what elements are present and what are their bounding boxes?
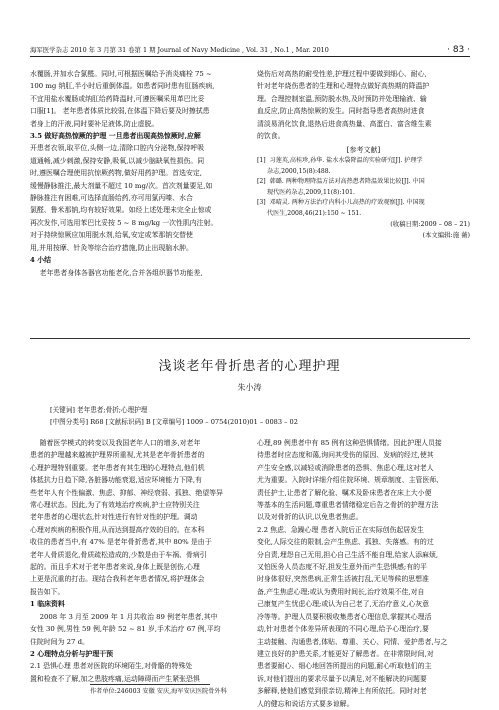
- reference-continuation: 现代医药杂志,2009,11(8):101.: [267, 188, 355, 196]
- classification: [中图分类号] R68 [文献标识码] B [文章编号] 1009 – 0754(2010)01 – 0083 – 02: [50, 418, 298, 426]
- running-header: [30, 42, 470, 57]
- text-line: 备,产生焦虑心理;或认为费用时间长,治疗效果不佳,对自: [257, 587, 425, 596]
- bottom-right-column: [257, 437, 470, 710]
- text-line: 变化,人际交往的限制,会产生焦虑、孤独、失落感。有的过: [257, 538, 434, 547]
- reference-text: 习莲英,高桂珍,孙华. 盐水水袋降温的实验研究[J]. 护理学: [269, 157, 423, 165]
- reference-item: [257, 156, 470, 167]
- text-line: 100 mg 纳肛,半小时后重倒体温。如患者同时患有肛肠疾病,: [30, 82, 215, 91]
- text-line: 老年人骨质退化,骨质疏松造成的,少数是由于车祸、骨病引: [30, 550, 207, 559]
- top-right-column: [257, 68, 470, 142]
- text-line: 老年患者的心理状态,针对性进行有针对性的护理。调动: [30, 513, 198, 522]
- text-line: 冷等等。护理人员要积极收集患者心理信息,掌握其心理活: [257, 612, 432, 621]
- text-line: 动,针对患者个体差异所表现的不同心理,给予心理治疗,要: [257, 625, 429, 634]
- text-line: 老年患者身体各器官功能老化,合并各组织器节功能差,: [39, 268, 203, 277]
- text-line: 时,遵医嘱合理使用抗惊厥药物,做好用药护理。首选安定,: [30, 169, 202, 178]
- text-line: 产生安全感,以减轻或消除患者的恐惧、焦虑心理,这对老人: [257, 463, 434, 472]
- references-heading: [参考文献]: [346, 146, 381, 154]
- top-left-column: [30, 68, 243, 279]
- text-line: 尤为重要。入院时详细介绍住院环境、规章制度、主管医师、: [257, 476, 444, 485]
- text-line: 时身体很好,突然患病,正常生活被打乱,无见等候的思想准: [257, 575, 429, 584]
- text-line: 者身上的汗液,同时要补足液体,防止虚脱。: [30, 119, 159, 128]
- text-line: 常心理状态。因此,为了有效地治疗疾病,护士应特别关注: [30, 501, 200, 510]
- text-line: 2.2 焦虑、急躁心理 患者入院后正在实际创伤起居发生: [257, 525, 424, 534]
- author-affiliation: 作者单位:246003 安徽 安庆,海军安庆医院骨外科: [90, 688, 227, 695]
- text-line: 道通畅,减少刺激,保持安静,吸氧,以减少脑缺氧性损伤。同: [30, 156, 205, 165]
- text-line: 人的健忘和说话方式要多谅解。: [257, 699, 354, 708]
- text-line: 不宜用盐水覆肠或纳肛给药降温时,可遵医嘱采用革巴比妥: [30, 94, 205, 103]
- journal-citation: 海军医学杂志 2010 年 3 月第 31 卷第 1 期 Journal of Navy Medicine , Vol. 31 , No.1 , Mar. 2010: [30, 46, 329, 54]
- reference-item: [257, 198, 470, 209]
- page-number: · 83 ·: [447, 45, 470, 55]
- reference-continuation: 杂志,2000,15(8):488.: [267, 167, 331, 175]
- footnote-rule: [90, 684, 210, 685]
- text-line: 用,并用按摩、针灸等综合治疗措施,防止出现脑水肿。: [30, 243, 193, 252]
- bottom-left-column: [30, 437, 243, 685]
- text-line: 静脉推注有困难,可选择直肠给药,亦可用氯丙嗪、水合: [30, 194, 193, 203]
- text-line: 4 小结: [30, 256, 51, 265]
- text-line: 收住的患者当中,有 47% 是老年骨折患者,其中 80% 是由于: [30, 538, 212, 547]
- text-line: 上更是沉重的打击。现结合我科老年患者情况,将护理体会: [30, 575, 205, 584]
- text-line: 随着医学模式的转变以及我国老年人口的增多,对老年: [39, 439, 201, 447]
- text-line: 责任护士,让患者了解化验、嘱术及卧床患者在床上大小便: [257, 488, 432, 497]
- text-line: 置和检查不了解,加之患肢疼痛,运动障碍而产生紧张恐惧: [30, 674, 200, 683]
- text-line: 开患者衣领,取平位,头侧一边,清除口腔内分泌物,保持呼吸: [30, 144, 205, 153]
- text-line: 分自责,埋怨自己无用,担心自己生活不能自理,给家人添麻烦,: [257, 550, 439, 559]
- text-line: 口服[1]。 老年患者体质比较弱,在体温下降后要及时擦拭患: [30, 107, 210, 116]
- reference-number: [2]: [257, 178, 266, 186]
- text-line: 又怕医务人员态度不好,担发生意外而产生恐惧感;有的平: [257, 563, 427, 572]
- text-line: 烧伤后对高热的耐受性差,护理过程中要做到细心、耐心,: [257, 70, 427, 78]
- text-line: 患者要耐心、细心地回答所提出的问题,耐心听取他们的主: [257, 662, 432, 671]
- text-line: 己康复产生忧虑心理;或认为自己老了,无治疗意义,心灰意: [257, 600, 430, 609]
- received-date: (收稿日期:2009 – 08 – 21): [390, 220, 470, 229]
- editor-note: (本文编辑:施 薇): [422, 231, 470, 240]
- text-line: 建立良好的护患关系,才能更好了解患者。在非常限时间,对: [257, 649, 434, 658]
- text-line: 2008 年 3 月至 2009 年 1 月共收治 89 例老年患者,其中: [39, 612, 218, 621]
- reference-item: [257, 177, 470, 188]
- text-line: 针对老年烧伤患者的生理和心理特点做好高热期的降温护: [257, 82, 430, 91]
- text-line: 缓慢静脉推注,最大剂量不超过 10 mg/次。首次剂量要足,如: [30, 181, 213, 190]
- text-line: 再次发作,可选用苯巴比妥按 5 ~ 8 mg/kg 一次性肌内注射。: [30, 218, 218, 227]
- text-line: 3.5 做好高热惊厥的护理 一旦患者出现高热惊厥时,应解: [30, 132, 201, 141]
- references: [257, 144, 470, 241]
- text-line: 氯醛、鲁米那钠,均有较好效果。如经上述处理未完全止惊或: [30, 206, 212, 215]
- text-line: 起的。而且手术对于老年患者来说,身体上既是创伤,心理: [30, 563, 200, 572]
- text-line: 患者的护理越来越被护理界所重视,尤其是老年骨折患者的: [30, 451, 205, 460]
- text-line: 血反应,防止高热惊厥的发生。同时指导患者高热时进食: [257, 107, 425, 116]
- text-line: 女性 30 例,男性 59 例,年龄 52 ~ 81 岁,手术治疗 67 例,平均: [30, 625, 221, 634]
- text-line: 报告如下。: [30, 587, 65, 596]
- text-line: 2 心理特点分析与护理干预: [30, 649, 113, 658]
- text-line: 体抵抗力日趋下降,各脏器功能衰退,适应环境能力下降,有: [30, 476, 202, 485]
- text-line: 的饮食。: [257, 132, 285, 141]
- text-line: 1 临床资料: [30, 600, 65, 609]
- reference-number: [1]: [257, 157, 266, 165]
- text-line: 2.1 恐惧心理 患者对医院的环境陌生,对骨骼的特殊处: [30, 662, 193, 671]
- text-line: 诉,对他们提出的要求尽量予以满足,对不能解决的问题要: [257, 674, 427, 683]
- text-line: 些老年人有个性偏激、焦虑、抑郁、神经衰弱、孤独、绝望等异: [30, 488, 223, 497]
- text-line: 对于持续惊厥应加用脱水剂,给氧,安定或苯那钠交替使: [30, 231, 193, 240]
- text-line: 主动接触、沟通患者,体贴、尊重、关心、同情、爱护患者,与之: [257, 637, 448, 646]
- keywords: [关键词] 老年患者;骨折;心理护理: [50, 406, 148, 414]
- text-line: 住院时间为 27 d。: [30, 637, 89, 646]
- section-divider: [30, 338, 470, 339]
- reference-text: 邓晴灵. 两种方法治疗内科小儿高热的疗效观察[J]. 中国现: [269, 199, 425, 207]
- text-line: 以及对骨折的认识,以免患者焦虑。: [257, 513, 363, 522]
- text-line: 等基本的生活问题,尊重患者情绪稳定后告之骨折的护理方法: [257, 501, 439, 510]
- text-line: 多解释,使他们感觉到很亲切,精神上有所依托。同时对老: [257, 687, 427, 696]
- text-line: 水覆肠,并加水合氯醛。同时,可根据医嘱给予消炎痛栓 75 ~: [30, 70, 212, 78]
- article-author: 朱小涛: [237, 383, 262, 392]
- text-line: 清淡易消化饮食,退热后进食高热量、高蛋白、富含维生素: [257, 119, 432, 128]
- reference-continuation: 代医生,2008,46(21):150 ~ 151.: [267, 209, 362, 217]
- keywords-block: [50, 404, 298, 428]
- article-title: 浅谈老年骨折患者的心理护理: [158, 359, 341, 374]
- text-line: 心理,89 例患者中有 85 例有这种恐惧情绪。因此护理人员接: [257, 439, 442, 447]
- text-line: 心理对疾病的积极作用,从而达到提高疗效的目的。在本科: [30, 525, 205, 534]
- reference-number: [3]: [257, 199, 266, 207]
- reference-text: 韩璐. 两种物理降温方法对高热患者降温效果比较[J]. 中国: [269, 178, 425, 186]
- text-line: 待患者时应态度和蔼,询问其受伤的原因、发病的经过,使其: [257, 451, 434, 460]
- text-line: 心理护理特别重要。老年患者有其生理的心理特点,他们机: [30, 463, 205, 472]
- text-line: 理。合理控制室温,预防脱水热,及时预防并处理输液、输: [257, 94, 427, 103]
